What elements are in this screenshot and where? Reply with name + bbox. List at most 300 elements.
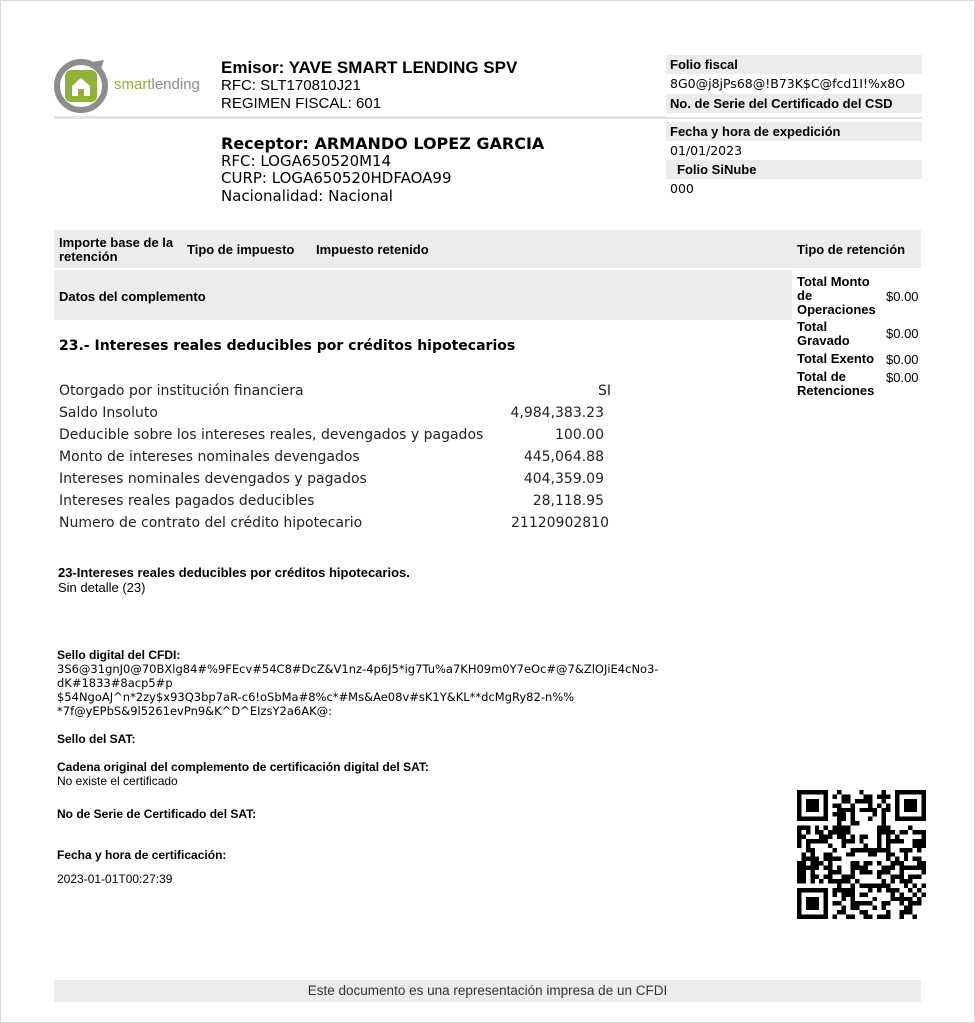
qr-module [846,830,850,834]
qr-module [859,883,863,887]
qr-module [882,915,886,919]
qr-module [850,852,854,856]
total-exento: Total Exento $0.00 [797,351,919,367]
qr-module [846,875,850,879]
qr-module [837,803,841,807]
qr-module [850,817,854,821]
qr-module [837,866,841,870]
qr-module [855,879,859,883]
qr-module [882,826,886,830]
qr-module [922,861,926,865]
qr-module [806,830,810,834]
qr-module [899,848,903,852]
qr-module [850,821,854,825]
qr-module [810,866,814,870]
hipotecario-details [59,380,619,534]
qr-module [833,870,837,874]
qr-module [850,834,854,838]
qr-module [864,848,868,852]
receptor-rfc: RFC: LOGA650520M14 [221,151,392,170]
qr-module [913,892,917,896]
qr-module [819,834,823,838]
qr-module [828,834,832,838]
detail-row: Otorgado por institución financiera SI [59,383,611,399]
qr-module [899,839,903,843]
qr-module [868,852,872,856]
qr-module [828,852,832,856]
qr-module [864,861,868,865]
emisor-block [221,59,517,113]
qr-module [917,888,921,892]
qr-module [899,830,903,834]
qr-module [886,830,890,834]
sello-cfdi-line: *7f@yEPbS&9l5261evPn9&K^D^EIzsY2a6AK@: [57,704,332,718]
qr-module [890,852,894,856]
qr-module [846,794,850,798]
qr-module [828,861,832,865]
qr-module [841,799,845,803]
qr-module [913,866,917,870]
receptor-nacionalidad: Nacionalidad: Nacional [221,186,393,205]
qr-module [864,843,868,847]
qr-module [846,826,850,830]
qr-module [868,861,872,865]
qr-module [837,857,841,861]
qr-module [899,892,903,896]
detalle-text: Sin detalle (23) [58,580,146,595]
qr-module [904,848,908,852]
detail-row: Intereses nominales devengados y pagados 404,359.09 [59,471,604,487]
qr-module [873,812,877,816]
qr-module [864,870,868,874]
qr-module [841,897,845,901]
total-monto-operaciones: Total Monto de Operaciones $0.00 [797,274,919,317]
qr-module [837,826,841,830]
detail-row: Numero de contrato del crédito hipotecario 21120902810 [59,515,609,531]
qr-module [895,875,899,879]
qr-module [904,910,908,914]
fecha-expedicion-label: Fecha y hora de expedición [666,122,922,141]
qr-module [877,883,881,887]
qr-module [855,799,859,803]
qr-module [837,812,841,816]
qr-module [877,839,881,843]
qr-module [882,848,886,852]
qr-module [899,866,903,870]
qr-module [841,910,845,914]
qr-module [841,843,845,847]
qr-module [828,875,832,879]
qr-module [806,848,810,852]
qr-module [859,892,863,896]
qr-module [855,906,859,910]
qr-module [922,843,926,847]
qr-module [877,875,881,879]
qr-module [890,861,894,865]
qr-module [913,915,917,919]
qr-module [904,906,908,910]
qr-module [810,848,814,852]
qr-module [841,808,845,812]
qr-module [899,897,903,901]
qr-module [850,866,854,870]
receptor-title: Receptor: ARMANDO LOPEZ GARCIA [221,134,545,153]
qr-module [859,901,863,905]
qr-module [917,843,921,847]
qr-module [828,857,832,861]
qr-module [877,888,881,892]
qr-module [922,830,926,834]
qr-module [873,848,877,852]
col-impuesto-retenido: Impuesto retenido [316,242,429,257]
qr-module [801,826,805,830]
qr-module [850,861,854,865]
qr-module [908,848,912,852]
qr-module [913,830,917,834]
qr-module [801,857,805,861]
cadena-original-label: Cadena original del complemento de certificación digital del SAT: [57,760,429,774]
qr-module [801,852,805,856]
qr-module [917,848,921,852]
qr-module [917,901,921,905]
qr-module [864,799,868,803]
qr-module [899,910,903,914]
qr-module [913,857,917,861]
qr-module [801,879,805,883]
qr-module [850,883,854,887]
qr-module [797,866,801,870]
qr-module [810,870,814,874]
qr-module [850,915,854,919]
qr-module [886,883,890,887]
qr-module [828,879,832,883]
serie-csd-value [666,113,922,119]
qr-module [899,861,903,865]
qr-module [815,857,819,861]
qr-module [846,915,850,919]
qr-module [841,834,845,838]
qr-module [895,834,899,838]
qr-module [859,910,863,914]
qr-module [806,866,810,870]
qr-module [819,861,823,865]
qr-module [864,901,868,905]
qr-module [801,834,805,838]
qr-module [913,883,917,887]
detalle-block [58,565,410,595]
qr-module [868,817,872,821]
qr-module [806,843,810,847]
qr-module [824,857,828,861]
qr-module [828,830,832,834]
col-tipo-retencion: Tipo de retención [797,242,906,257]
qr-module [819,830,823,834]
qr-module [886,866,890,870]
qr-module [904,883,908,887]
qr-module [859,790,863,794]
qr-module [846,839,850,843]
qr-module [882,906,886,910]
qr-module [864,883,868,887]
qr-module [824,875,828,879]
qr-module [904,866,908,870]
qr-module [908,875,912,879]
qr-module [882,870,886,874]
qr-module [801,866,805,870]
qr-module [908,897,912,901]
qr-module [850,892,854,896]
datos-complemento-bar [54,270,792,320]
qr-module [824,866,828,870]
qr-module [797,875,801,879]
qr-module [833,892,837,896]
folio-fiscal-label: Folio fiscal [666,55,922,74]
total-gravado: Total Gravado $0.00 [797,319,919,348]
qr-module [833,826,837,830]
qr-module [824,839,828,843]
qr-module [841,839,845,843]
qr-module [873,897,877,901]
qr-module [833,803,837,807]
qr-module [859,848,863,852]
qr-module [859,839,863,843]
qr-module [815,861,819,865]
qr-module [864,834,868,838]
qr-module [917,857,921,861]
qr-module [895,888,899,892]
qr-module [850,812,854,816]
qr-module [882,817,886,821]
qr-module [797,839,801,843]
detail-row: Monto de intereses nominales devengados 445,064.88 [59,449,604,465]
qr-module [917,839,921,843]
qr-module [815,875,819,879]
qr-module [890,897,894,901]
qr-module [837,817,841,821]
qr-module [886,839,890,843]
qr-module [833,794,837,798]
company-logo [52,56,212,116]
fecha-certificacion-value: 2023-01-01T00:27:39 [57,872,173,886]
qr-module [833,812,837,816]
qr-module [886,888,890,892]
qr-module [890,839,894,843]
qr-module [890,879,894,883]
qr-module [837,883,841,887]
qr-module [877,861,881,865]
qr-module [886,910,890,914]
qr-module [864,794,868,798]
qr-module [810,839,814,843]
header-divider [54,116,666,119]
qr-code [797,790,926,919]
emisor-regimen: REGIMEN FISCAL: 601 [221,95,382,112]
qr-module [877,870,881,874]
qr-module [797,826,801,830]
qr-module [917,861,921,865]
qr-module [864,892,868,896]
qr-module [846,799,850,803]
fecha-expedicion-value: 01/01/2023 [670,143,743,158]
qr-module [797,879,801,883]
qr-module [904,830,908,834]
qr-module [904,897,908,901]
qr-module [895,839,899,843]
qr-module [922,892,926,896]
fiscal-info-box [666,55,922,198]
qr-module [828,870,832,874]
qr-module [864,915,868,919]
qr-module [882,799,886,803]
qr-module [886,915,890,919]
fecha-certificacion-label: Fecha y hora de certificación: [57,848,227,862]
qr-module [913,875,917,879]
sellos-block [57,648,757,886]
qr-module [833,857,837,861]
qr-module [801,875,805,879]
qr-module [908,910,912,914]
qr-module [873,852,877,856]
qr-module [815,839,819,843]
qr-module [819,839,823,843]
qr-module [846,852,850,856]
qr-module [922,839,926,843]
qr-module [908,906,912,910]
qr-module [877,915,881,919]
qr-module [806,857,810,861]
house-recycle-icon [52,56,112,116]
cadena-original-value: No existe el certificado [57,774,178,788]
qr-module [837,808,841,812]
qr-module [882,808,886,812]
datos-complemento-label: Datos del complemento [59,289,206,304]
qr-module [895,897,899,901]
qr-module [833,915,837,919]
qr-module [797,843,801,847]
qr-module [899,870,903,874]
qr-module [868,870,872,874]
qr-module [882,901,886,905]
qr-module [877,826,881,830]
detail-row: Saldo Insoluto 4,984,383.23 [59,405,604,421]
qr-module [846,879,850,883]
qr-module [810,852,814,856]
qr-module [877,803,881,807]
qr-module [824,852,828,856]
qr-module [873,906,877,910]
qr-module [890,830,894,834]
qr-module [806,839,810,843]
qr-module [890,875,894,879]
folio-sinube-label: Folio SiNube [666,160,922,179]
qr-module [895,861,899,865]
detail-row: Intereses reales pagados deducibles 28,118.95 [59,493,604,509]
serie-csd-label: No. de Serie del Certificado del CSD [666,94,922,113]
qr-module [868,794,872,798]
retenciones-table-header [54,230,921,268]
qr-module [908,826,912,830]
qr-module [810,875,814,879]
sello-sat-label: Sello del SAT: [57,732,136,746]
qr-module [806,826,810,830]
qr-module [868,901,872,905]
qr-module [819,879,823,883]
qr-module [864,910,868,914]
qr-module [833,888,837,892]
qr-module [904,857,908,861]
qr-module [882,879,886,883]
qr-module [908,866,912,870]
emisor-rfc: RFC: SLT170810J21 [221,77,361,94]
qr-module [828,866,832,870]
qr-module [828,843,832,847]
qr-module [841,812,845,816]
qr-module [886,857,890,861]
logo-wordmark: smartlending [114,76,200,93]
qr-module [922,866,926,870]
qr-module [890,892,894,896]
qr-module [833,848,837,852]
qr-module [833,901,837,905]
qr-module [801,870,805,874]
qr-module [797,834,801,838]
qr-module [908,888,912,892]
qr-module [868,808,872,812]
qr-module [873,808,877,812]
qr-module [868,848,872,852]
qr-module [846,808,850,812]
qr-module [882,821,886,825]
sello-cfdi-line: 3S6@31gnJ0@70BXlg84#%9FEcv#54C8#DcZ&V1nz-4p6J5*ig7Tu%a7KH09m0Y7eOc#@7&ZlOJiE4cNo3-dK#1833#8acp5#p [57,662,659,690]
qr-module [841,888,845,892]
totals-panel [797,275,923,400]
qr-module [855,821,859,825]
qr-module [886,808,890,812]
qr-module [837,790,841,794]
qr-module [899,915,903,919]
qr-module [859,834,863,838]
qr-module [882,790,886,794]
qr-module [850,803,854,807]
emisor-title: Emisor: YAVE SMART LENDING SPV [221,58,518,77]
qr-module [890,888,894,892]
qr-module [859,870,863,874]
qr-module [837,834,841,838]
qr-module [886,843,890,847]
qr-module [904,879,908,883]
qr-module [841,875,845,879]
col-tipo-impuesto: Tipo de impuesto [187,242,295,257]
qr-module [868,803,872,807]
qr-module [815,866,819,870]
folio-sinube-value: 000 [670,181,694,196]
qr-module [908,901,912,905]
qr-module [850,848,854,852]
qr-module [868,888,872,892]
qr-module [922,883,926,887]
serie-sat-label: No de Serie de Certificado del SAT: [57,807,257,821]
qr-module [850,875,854,879]
detalle-title: 23-Intereses reales deducibles por créditos hipotecarios. [58,565,410,580]
qr-module [868,883,872,887]
qr-module [917,897,921,901]
qr-module [850,870,854,874]
qr-module [877,830,881,834]
qr-module [899,901,903,905]
qr-module [837,830,841,834]
qr-module [855,861,859,865]
qr-module [815,830,819,834]
